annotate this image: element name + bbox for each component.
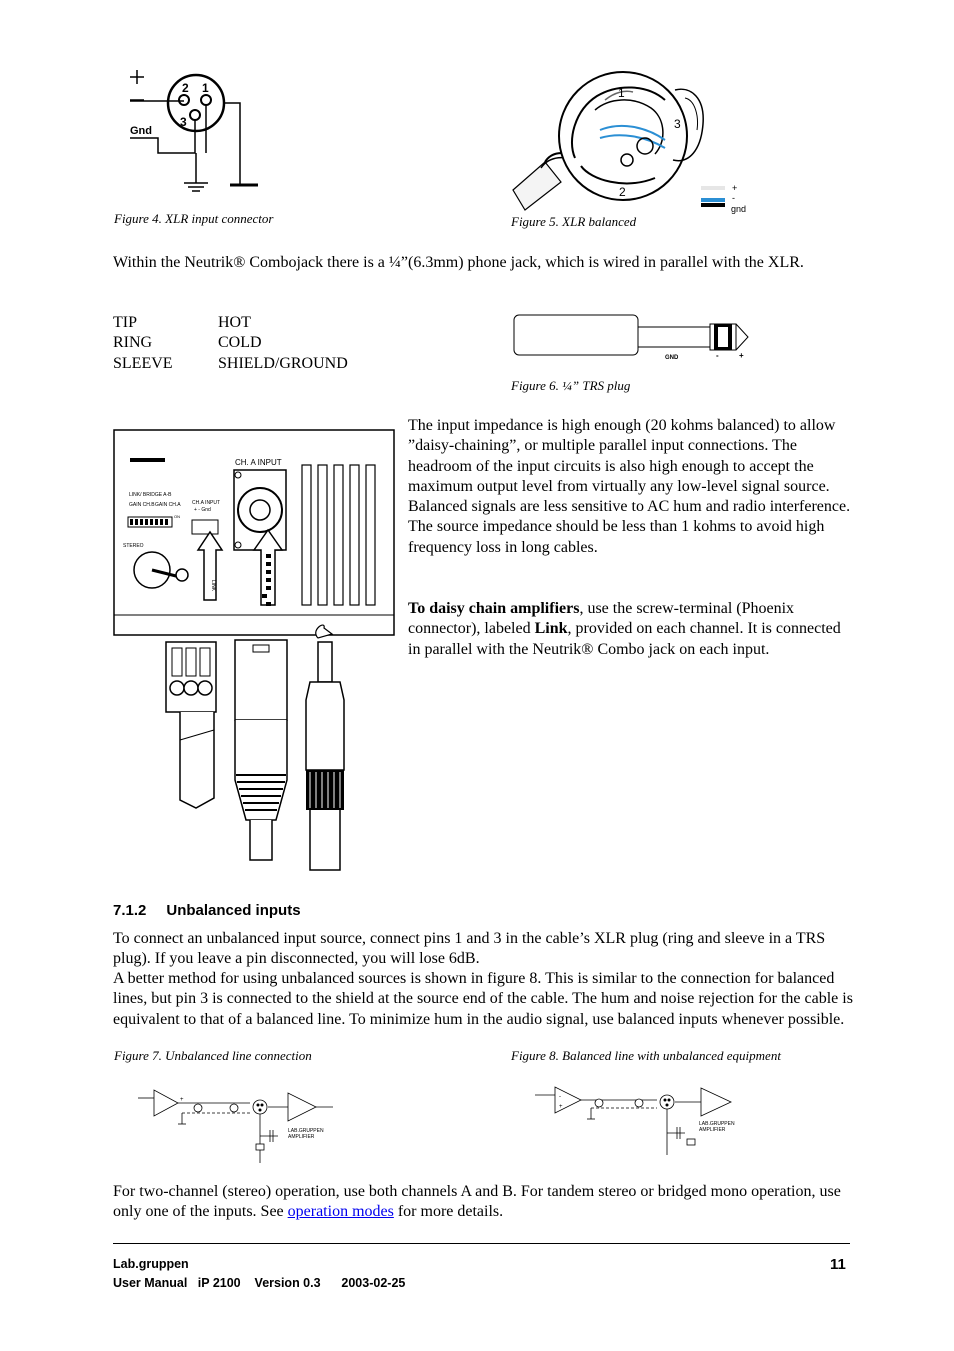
trs-name: SLEEVE <box>113 354 173 372</box>
fig5-plus-label: + <box>732 183 738 193</box>
trs-row <box>113 313 348 333</box>
daisy-chain-link-term: Link <box>534 620 568 638</box>
panel-link-bridge-label: LINK/ BRIDGE A-B <box>129 492 172 498</box>
panel-gain-ch-b-label: GAIN CH.B <box>129 502 155 508</box>
figure-6-trs-plug-diagram <box>510 312 760 364</box>
fig4-gnd-label: Gnd <box>130 125 152 137</box>
fig4-pin1-label: 1 <box>202 81 209 95</box>
fig4-pin3-label: 3 <box>180 115 187 129</box>
fig5-minus-label: - <box>732 193 735 203</box>
panel-ch-a-input-small-label: CH.A INPUT <box>192 500 221 506</box>
footer-version: Version 0.3 <box>254 1276 321 1290</box>
section-number: 7.1.2 <box>113 902 147 919</box>
page-number: 11 <box>830 1256 846 1273</box>
figure-8-balanced-unbalanced-circuit <box>535 1083 740 1163</box>
figure-5-caption: Figure 5. XLR balanced <box>511 214 637 229</box>
svg-text:-: - <box>559 1094 561 1100</box>
trs-name: TIP <box>113 314 137 331</box>
trs-row <box>113 354 348 374</box>
fig8-amp-label-1: LAB.GRUPPEN <box>699 1121 735 1127</box>
fig7-amp-label-1: LAB.GRUPPEN <box>288 1128 324 1134</box>
fig5-pin3-label: 3 <box>674 117 681 131</box>
unbalanced-paragraph-2: A better method for using unbalanced sources is shown in figure 8. This is similar to the connection for balanced lines, but pin 3 is connected to the shield at the source end of the cable. The hum and noise rejection for the cable is equivalent to that of a balanced line. To minimize hum in the audio signal, use balanced inputs whenever possible. <box>113 970 853 1028</box>
figure-4-xlr-connector-diagram <box>120 60 300 195</box>
figure-6-caption: Figure 6. ¼” TRS plug <box>511 378 631 393</box>
footer-company: Lab.gruppen <box>113 1257 189 1271</box>
fig6-gnd-label: GND <box>665 355 679 361</box>
fig5-pin2-label: 2 <box>619 185 626 199</box>
figure-5-xlr-balanced-diagram <box>505 70 770 220</box>
trs-table <box>113 313 348 374</box>
panel-terminals-label: + - Gnd <box>194 507 211 513</box>
closing-text-2: for more details. <box>393 1203 504 1221</box>
fig8-amp-label-2: AMPLIFIER <box>699 1127 726 1133</box>
amplifier-input-panel-diagram <box>110 420 400 875</box>
svg-text:+: + <box>559 1104 563 1110</box>
footer-rule <box>113 1243 850 1244</box>
daisy-chain-text-1: , use the screw-terminal (Phoenix connector), labeled <box>408 600 795 638</box>
footer-manual-info <box>113 1276 405 1290</box>
figure-8-caption: Figure 8. Balanced line with unbalanced equipment <box>511 1048 781 1063</box>
fig4-pin2-label: 2 <box>182 81 189 95</box>
impedance-paragraph: The input impedance is high enough (20 kohms balanced) to allow ”daisy-chaining”, or multiple parallel input connections. The headroom of the input circuits is also high enough to accept the maximum output level from virtually any low-level signal source. Balanced signals are less sensitive to AC hum and radio interference. The source impedance should be less than 1 kohms to avoid high frequency loss in long cables. <box>408 417 851 556</box>
fig5-gnd-label: gnd <box>731 204 747 214</box>
fig7-amp-label-2: AMPLIFIER <box>288 1134 315 1140</box>
daisy-chain-paragraph <box>408 599 853 660</box>
daisy-chain-text-2: , provided on each channel. It is connected in parallel with the Neutrik® Combo jack on each input. <box>408 620 841 658</box>
panel-stereo-label: STEREO <box>123 543 144 549</box>
fig5-pin1-label: 1 <box>618 86 625 100</box>
fig6-plus-label: + <box>739 351 744 360</box>
trs-value: COLD <box>218 334 262 352</box>
figure-7-caption: Figure 7. Unbalanced line connection <box>114 1048 312 1063</box>
section-heading <box>113 902 301 919</box>
svg-text:+: + <box>180 1097 184 1103</box>
trs-row <box>113 333 348 353</box>
panel-gain-ch-a-label: GAIN CH.A <box>155 502 181 508</box>
footer-model: iP 2100 <box>197 1276 241 1290</box>
footer-date: 2003-02-25 <box>341 1276 406 1290</box>
section-title: Unbalanced inputs <box>166 902 301 919</box>
intro-paragraph: Within the Neutrik® Combojack there is a ¼”(6.3mm) phone jack, which is wired in parallel with the XLR. <box>113 254 804 271</box>
footer-manual: User Manual <box>113 1276 188 1290</box>
trs-value: SHIELD/GROUND <box>218 354 348 372</box>
unbalanced-paragraph-1: To connect an unbalanced input source, connect pins 1 and 3 in the cable’s XLR plug (ring and sleeve in a TRS plug). If you leave a pin disconnected, you will lose 6dB. <box>113 930 826 968</box>
panel-on-label: ON <box>174 514 180 519</box>
figure-7-unbalanced-circuit <box>138 1088 338 1168</box>
daisy-chain-lead: To daisy chain amplifiers <box>408 600 580 617</box>
closing-text-1: For two-channel (stereo) operation, use both channels A and B. For tandem stereo or bridged mono operation, use only one of the inputs. See <box>113 1183 841 1221</box>
figure-4-caption: Figure 4. XLR input connector <box>114 211 274 226</box>
closing-paragraph <box>113 1182 853 1223</box>
fig6-minus-label: - <box>716 351 719 360</box>
panel-link-label: LINK <box>210 580 216 592</box>
trs-name: RING <box>113 334 153 352</box>
trs-value: HOT <box>218 314 251 331</box>
operation-modes-link[interactable]: operation modes <box>287 1203 394 1221</box>
panel-ch-a-input-label: CH. A INPUT <box>235 458 282 467</box>
